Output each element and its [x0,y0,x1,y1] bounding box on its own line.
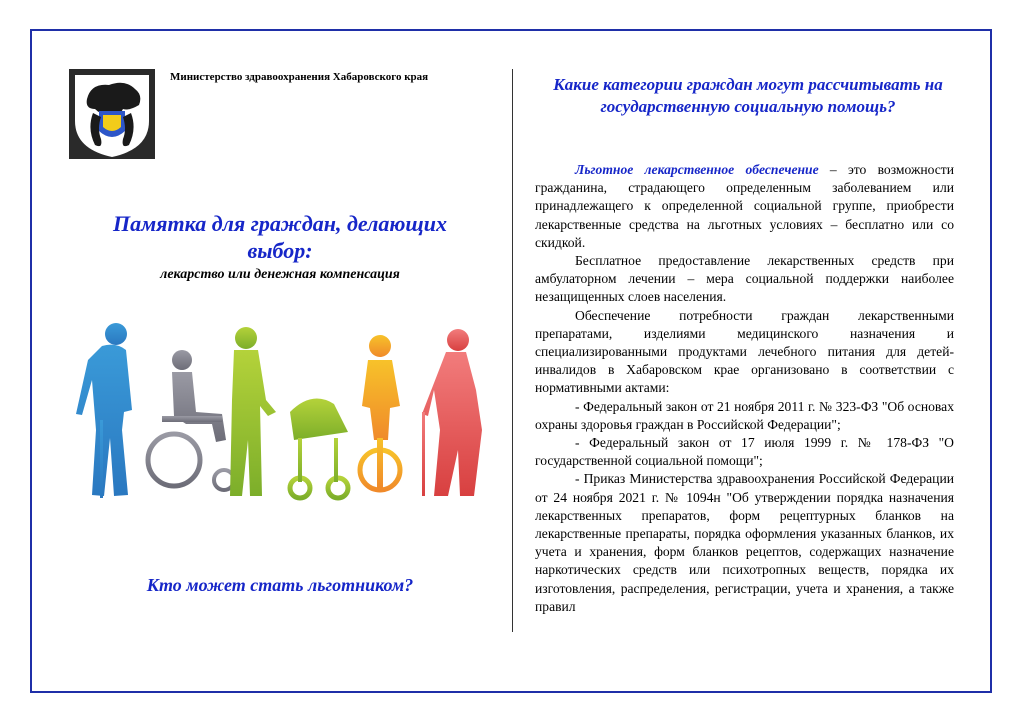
column-divider [512,69,513,632]
body-text [535,161,954,637]
people-silhouettes-illustration [62,320,502,510]
highlight-term: Льготное лекарственное обеспечение [575,162,819,177]
paragraph-provision: Обеспечение потребности граждан лекарственными препаратами, изделиями медицинского назначения и специализированными продуктами лечебного питания для детей-инвалидов в Хабаровском крае организовано в соответствии с нормативными актами: [535,307,954,396]
categories-heading: Какие категории граждан могут рассчитывать на государственную социальную помощь? [553,75,943,116]
cyclist-figure [360,335,400,490]
paragraph-free-supply: Бесплатное предоставление лекарственных средств при амбулаторном лечении – мера социальной поддержки наиболее незащищенных слоев населения. [535,253,954,305]
law-item-323: - Федеральный закон от 21 ноября 2011 г. № 323-ФЗ "Об основах охраны здоровья граждан в Российской Федерации"; [535,398,954,432]
definition-text: – это возможности гражданина, страдающего определенным заболеванием или принадлежащего к определенной социальной группе, приобрести лекарственные средства на льготных условиях – бесплатно или со скидкой. [535,162,954,250]
law-item-178: - Федеральный закон от 17 июля 1999 г. № 178-ФЗ "О государственной социальной помощи"; [535,435,954,469]
ministry-name: Министерство здравоохранения Хабаровского края [170,71,429,83]
leaflet-subtitle: лекарство или денежная компенсация [160,267,400,282]
mother-with-stroller-figure [230,327,348,498]
order-item-1094n: - Приказ Министерства здравоохранения Российской Федерации от 24 ноября 2021 г. № 1094н "Об утверждении порядка назначения лекарственных препаратов, форм рецептурных бланков на лекарственные препараты, порядка оформления указанных бланков, их учета и хранения, форм бланков рецептов, содержащих назначение наркотических средств или психотропных веществ, порядка их изготовления, распределения, регистрации, учета и хранения, а также правил [535,471,954,614]
eligibility-question: Кто может стать льготником? [146,575,414,595]
leaflet-title: Памятка для граждан, делающих выбор: [112,211,447,263]
wheelchair-user-figure [148,350,234,490]
paragraph-definition [535,161,954,252]
man-with-cane-figure [76,323,132,498]
elderly-woman-with-cane-figure [422,329,482,496]
khabarovsk-coat-of-arms [69,69,155,159]
